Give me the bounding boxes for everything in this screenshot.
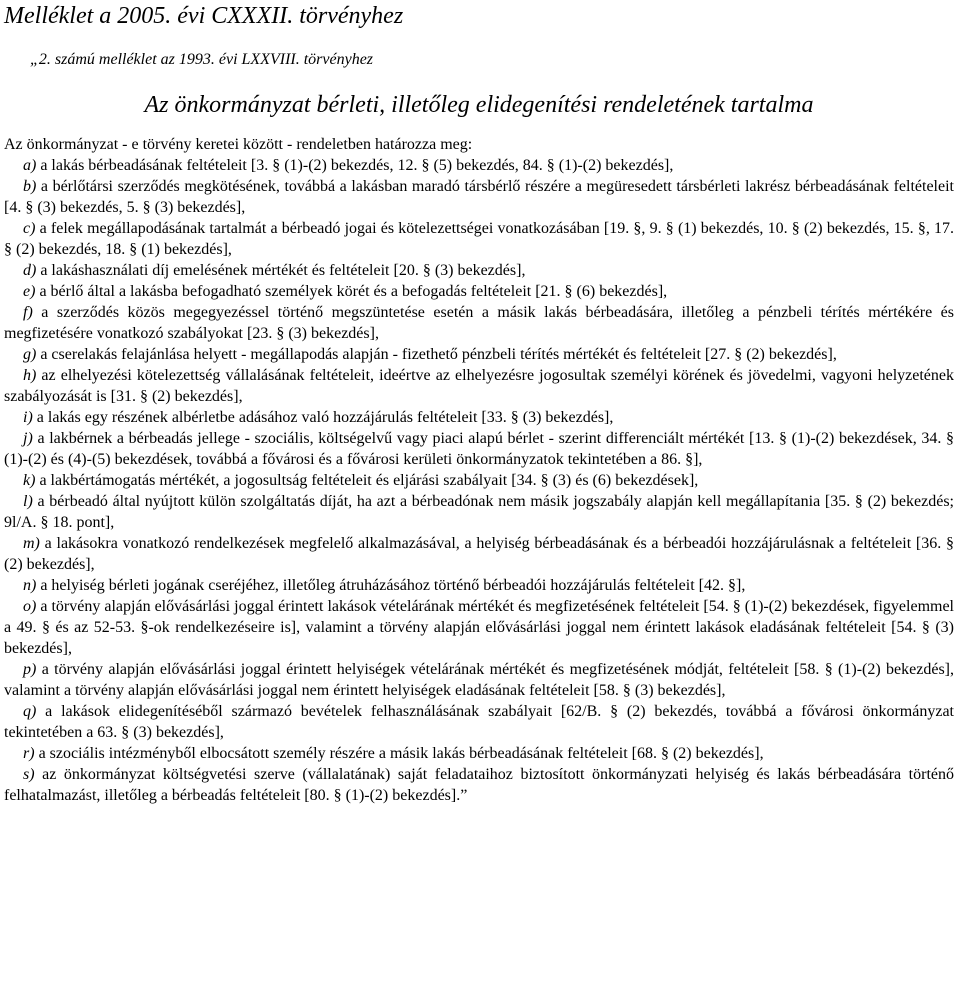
document-subheader: „2. számú melléklet az 1993. évi LXXVIII. törvényhez [30, 51, 374, 68]
item-letter: l) [23, 493, 33, 510]
item-letter: a) [23, 157, 37, 174]
item-letter: r) [23, 745, 35, 762]
item-letter: d) [23, 262, 37, 279]
list-item [4, 218, 954, 260]
list-item [4, 491, 954, 533]
list-item [4, 575, 954, 596]
item-letter: q) [23, 703, 37, 720]
item-letter: j) [23, 430, 33, 447]
list-item [4, 302, 954, 344]
item-list [4, 155, 954, 806]
item-text: a szociális intézményből elbocsátott személy részére a másik lakás bérbeadásának feltételeit [68. § (2) bekezdés], [38, 745, 764, 762]
item-letter: o) [23, 598, 37, 615]
item-text: a felek megállapodásának tartalmát a bérbeadó jogai és kötelezettségei vonatkozásában [19. §, 9. § (1) bekezdés, 10. § (2) bekezdés, 15. §, 17. § (2) bekezdés, 18. § (1) bekezdés], [4, 220, 955, 258]
list-item [4, 764, 954, 806]
item-text: a törvény alapján elővásárlási joggal érintett lakások vételárának mértékét és megfizetésének feltételeit [54. § (1)-(2) bekezdések, figyelemmel a 49. § és az 52-53. §-ok rendelkezéseire is], valamint a törvény alapján elővásárlási joggal nem érintett lakások eladásának feltételeit [54. § (3) bekezdés], [4, 598, 955, 657]
list-item [4, 344, 954, 365]
list-item [4, 407, 954, 428]
list-item [4, 176, 954, 218]
item-text: a bérbeadó által nyújtott külön szolgáltatás díját, ha azt a bérbeadónak nem másik jogszabály alapján kell megállapítania [35. § (2) bekezdés; 9l/A. § 18. pont], [4, 493, 954, 531]
item-letter: s) [23, 766, 35, 783]
item-text: a helyiség bérleti jogának cseréjéhez, illetőleg átruházásához történő bérbeadói hozzájárulás feltételeit [42. §], [40, 577, 746, 594]
item-letter: c) [23, 220, 36, 237]
document-header: Melléklet a 2005. évi CXXXII. törvényhez [4, 3, 404, 29]
item-text: a szerződés közös megegyezéssel történő megszüntetése esetén a másik lakás bérbeadására, illetőleg a pénzbeli térítés mértékére és megfizetésére vonatkozó szabályokat [23. § (3) bekezdés], [4, 304, 955, 342]
item-text: a lakás bérbeadásának feltételeit [3. § (1)-(2) bekezdés, 12. § (5) bekezdés, 84. § (1)-(2) bekezdés], [40, 157, 674, 174]
list-item [4, 470, 954, 491]
document-page [4, 0, 954, 806]
item-letter: g) [23, 346, 37, 363]
item-letter: i) [23, 409, 33, 426]
intro-paragraph: Az önkormányzat - e törvény keretei között - rendeletben határozza meg: [4, 136, 473, 153]
item-text: a bérlő által a lakásba befogadható személyek körét és a befogadás feltételeit [21. § (6) bekezdés], [39, 283, 668, 300]
item-letter: m) [23, 535, 40, 552]
item-text: a lakásokra vonatkozó rendelkezések megfelelő alkalmazásával, a helyiség bérbeadásának és a bérbeadói hozzájárulásnak a feltételeit [36. § (2) bekezdés], [4, 535, 955, 573]
document-title: Az önkormányzat bérleti, illetőleg elidegenítési rendeletének tartalma [144, 92, 814, 118]
list-item [4, 533, 954, 575]
item-text: a bérlőtársi szerződés megkötésének, továbbá a lakásban maradó társbérlő részére a megüresedett társbérleti lakrész bérbeadásának feltételeit [4. § (3) bekezdés, 5. § (3) bekezdés], [4, 178, 954, 216]
item-letter: b) [23, 178, 37, 195]
document-body [4, 134, 954, 806]
item-text: a lakbértámogatás mértékét, a jogosultság feltételeit és eljárási szabályait [34. § (3) és (6) bekezdések], [39, 472, 699, 489]
list-item [4, 281, 954, 302]
list-item [4, 596, 954, 659]
item-text: az elhelyezési kötelezettség vállalásának feltételeit, ideértve az elhelyezésre jogosultak személyi körének és jövedelmi, vagyoni helyzetének szabályozását is [31. § (2) bekezdés], [4, 367, 954, 405]
list-item [4, 743, 954, 764]
item-letter: p) [23, 661, 37, 678]
item-letter: f) [23, 304, 33, 321]
item-letter: e) [23, 283, 36, 300]
list-item [4, 155, 954, 176]
list-item [4, 365, 954, 407]
item-text: a lakbérnek a bérbeadás jellege - szociális, költségelvű vagy piaci alapú bérlet - szerint differenciált mértékét [13. § (1)-(2) bekezdések, 34. § (1)-(2) és (4)-(5) bekezdések, továbbá a fővárosi és a fővárosi kerületi önkormányzatok tekintetében a 86. §], [4, 430, 954, 468]
item-text: a lakások elidegenítéséből származó bevételek felhasználásának szabályait [62/B. § (2) bekezdés, továbbá a fővárosi önkormányzat tekintetében a 63. § (3) bekezdés], [4, 703, 955, 741]
item-text: az önkormányzat költségvetési szerve (vállalatának) saját feladataihoz biztosított önkormányzati helyiség és lakás bérbeadására történő felhatalmazást, illetőleg a bérbeadás feltételeit [80. § (1)-(2) bekezdés].” [4, 766, 954, 804]
item-letter: k) [23, 472, 36, 489]
list-item [4, 428, 954, 470]
item-text: a lakáshasználati díj emelésének mértékét és feltételeit [20. § (3) bekezdés], [40, 262, 526, 279]
list-item [4, 701, 954, 743]
item-text: a cserelakás felajánlása helyett - megállapodás alapján - fizethető pénzbeli térítés mértékét és feltételeit [27. § (2) bekezdés], [40, 346, 837, 363]
item-letter: n) [23, 577, 37, 594]
list-item [4, 260, 954, 281]
item-text: a törvény alapján elővásárlási joggal érintett helyiségek vételárának mértékét és megfizetésének módját, feltételeit [58. § (1)-(2) bekezdés], valamint a törvény alapján elővásárlási joggal nem érintett helyiségek eladásának feltételeit [58. § (3) bekezdés], [4, 661, 955, 699]
item-text: a lakás egy részének albérletbe adásához való hozzájárulás feltételeit [33. § (3) bekezdés], [36, 409, 614, 426]
item-letter: h) [23, 367, 37, 384]
list-item [4, 659, 954, 701]
